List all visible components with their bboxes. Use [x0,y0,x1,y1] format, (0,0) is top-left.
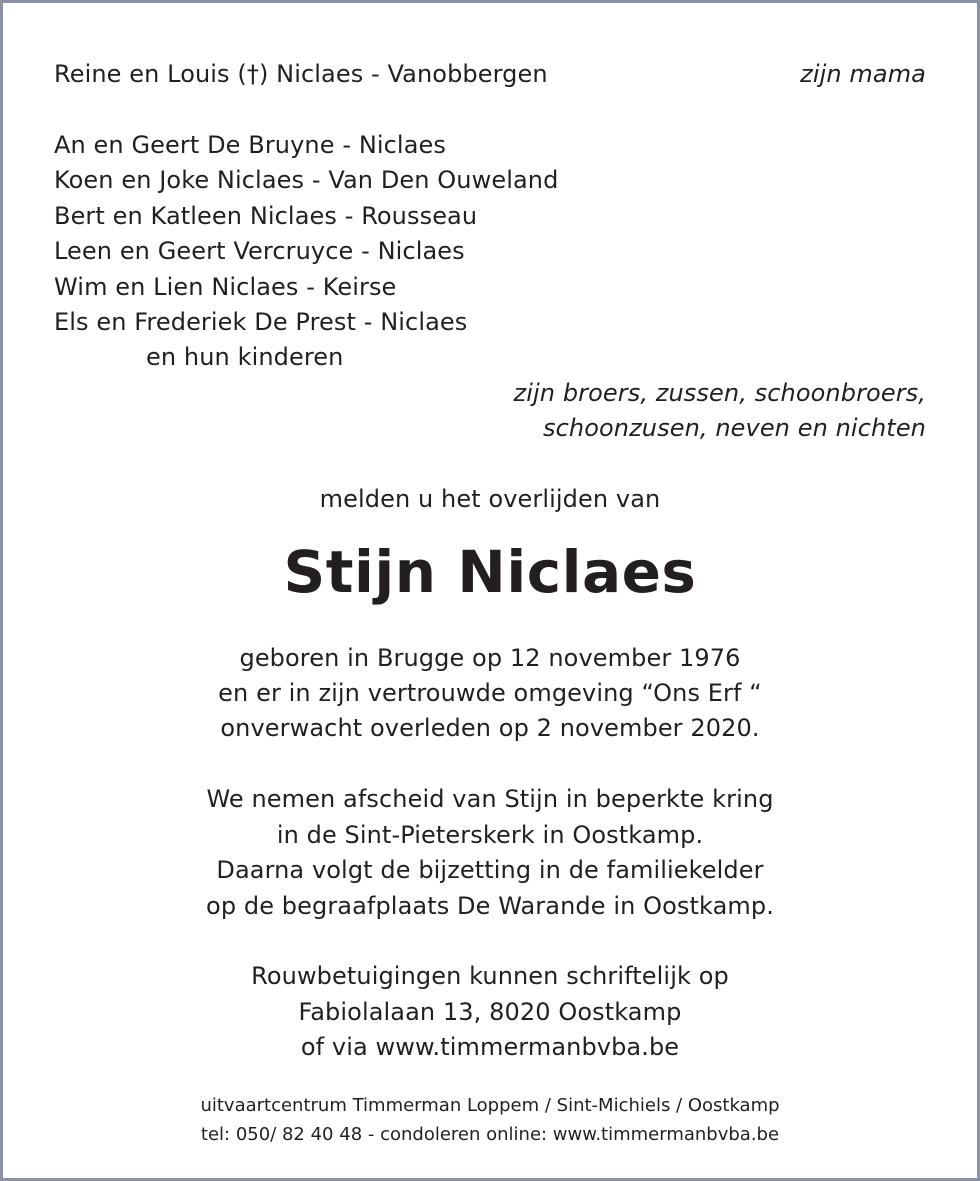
farewell-line: Daarna volgt de bijzetting in de familiekelder [216,856,764,884]
announcement-intro: melden u het overlijden van [319,485,661,513]
birth-death-line: geboren in Brugge op 12 november 1976 [239,644,741,672]
condolences-line: Rouwbetuigingen kunnen schriftelijk op [251,962,729,990]
sibling-line: Wim en Lien Niclaes - Keirse [54,273,397,301]
siblings-relation-line: schoonzusen, neven en nichten [543,414,926,442]
footer-contact: tel: 050/ 82 40 48 - condoleren online: www.timmermanbvba.be [200,1124,780,1145]
siblings-relation-line: zijn broers, zussen, schoonbroers, [513,379,926,407]
farewell-line: in de Sint-Pieterskerk in Oostkamp. [276,821,704,849]
condolences-website: of via www.timmermanbvba.be [300,1033,680,1061]
sibling-line: An en Geert De Bruyne - Niclaes [54,131,446,159]
footer-funeral-home: uitvaartcentrum Timmerman Loppem / Sint-Michiels / Oostkamp [200,1095,780,1116]
sibling-line: Els en Frederiek De Prest - Niclaes [54,308,468,336]
sibling-line: Bert en Katleen Niclaes - Rousseau [54,202,478,230]
sibling-line: Leen en Geert Vercruyce - Niclaes [54,237,465,265]
mother-names: Reine en Louis (†) Niclaes - Vanobbergen [54,60,548,88]
condolences-address: Fabiolalaan 13, 8020 Oostkamp [298,998,682,1026]
farewell-line: We nemen afscheid van Stijn in beperkte kring [206,785,774,813]
mother-relation: zijn mama [800,60,926,88]
siblings-children: en hun kinderen [146,343,344,371]
farewell-line: op de begraafplaats De Warande in Oostkamp. [206,892,774,920]
deceased-name: Stijn Niclaes [283,538,697,606]
sibling-line: Koen en Joke Niclaes - Van Den Ouweland [54,166,559,194]
birth-death-line: onverwacht overleden op 2 november 2020. [220,714,760,742]
birth-death-line: en er in zijn vertrouwde omgeving “Ons Erf “ [218,679,762,707]
